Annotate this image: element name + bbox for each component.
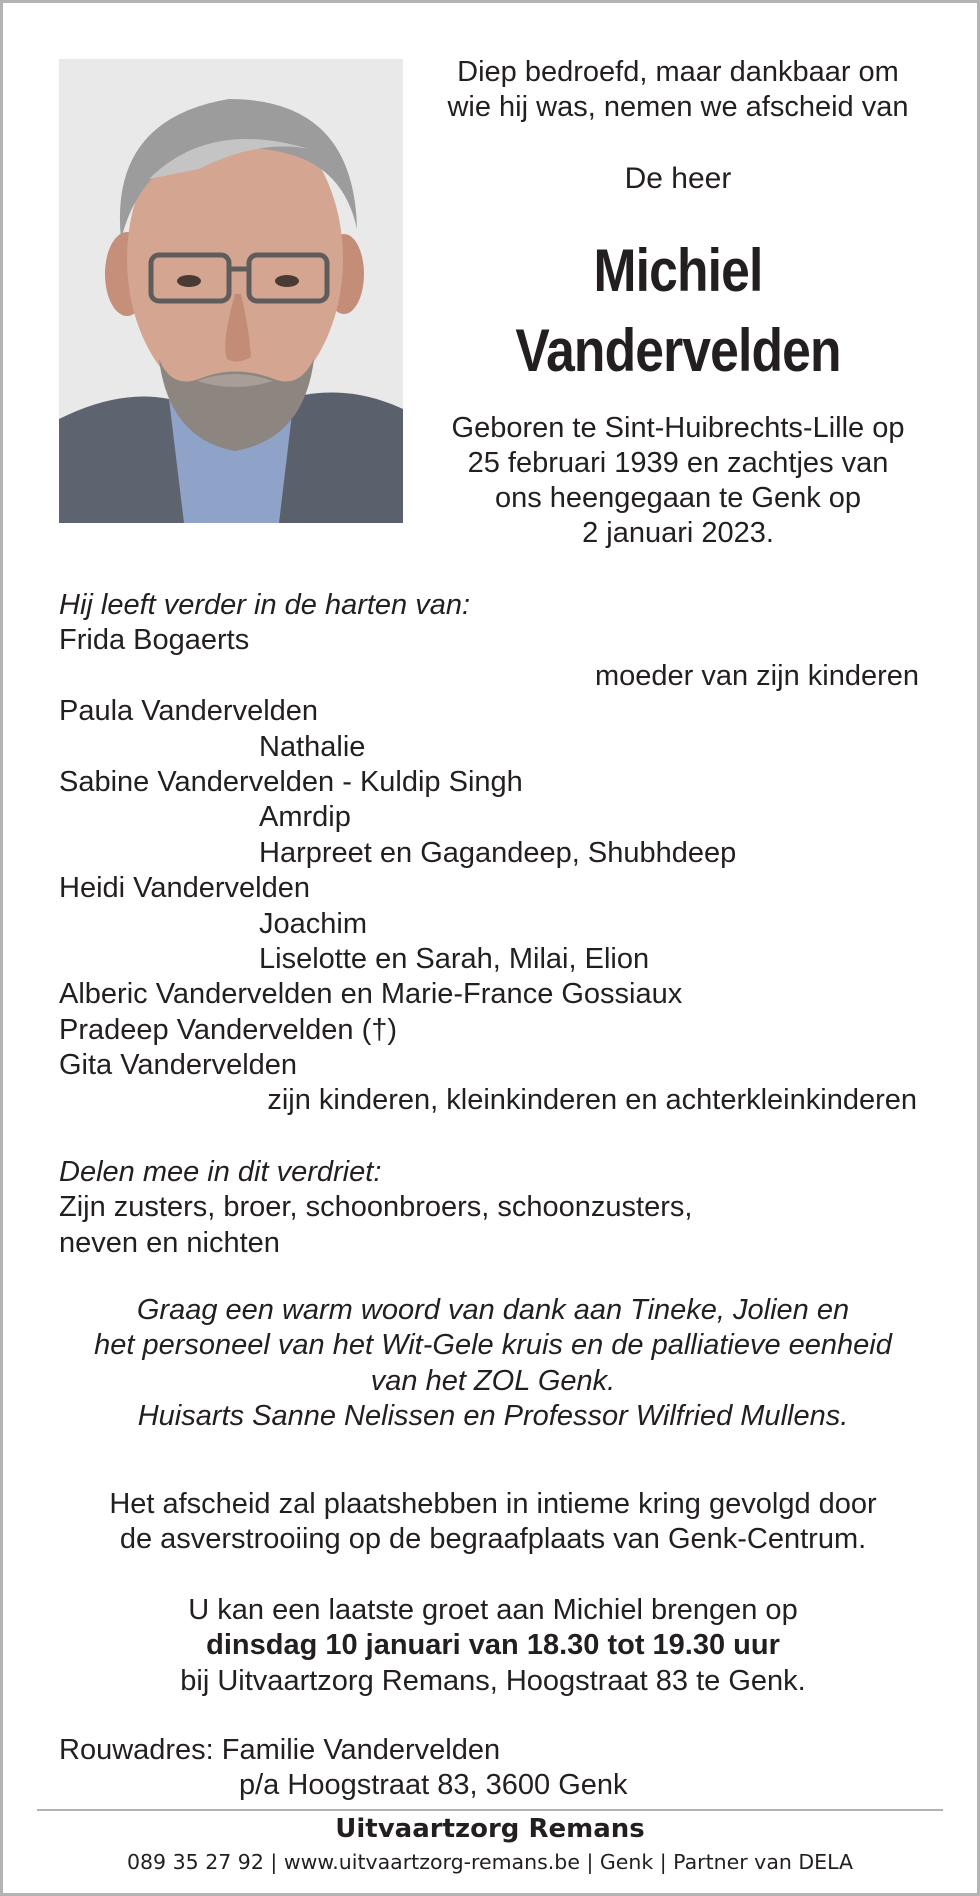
family-member: Pradeep Vandervelden (†) xyxy=(59,1013,398,1046)
intro-line: wie hij was, nemen we afscheid van xyxy=(447,91,909,123)
birth-line: 2 januari 2023. xyxy=(582,517,774,549)
family-member: Paula Vandervelden xyxy=(59,695,319,728)
family-member: Harpreet en Gagandeep, Shubhdeep xyxy=(259,836,737,869)
visit-line: bij Uitvaartzorg Remans, Hoogstraat 83 te Genk. xyxy=(180,1664,806,1697)
family-member: Liselotte en Sarah, Milai, Elion xyxy=(259,942,650,975)
intro-text xyxy=(413,55,943,125)
visit-line: U kan een laatste groet aan Michiel brengen op xyxy=(188,1594,798,1626)
birth-line: 25 februari 1939 en zachtjes van xyxy=(467,447,889,479)
visit-date: dinsdag 10 januari van 18.30 tot 19.30 uur xyxy=(206,1629,780,1662)
portrait-illustration xyxy=(59,59,403,523)
family-member: Amrdip xyxy=(259,801,351,834)
family-member: Nathalie xyxy=(259,730,366,763)
address-section xyxy=(59,1733,929,1804)
shared-grief-line: Zijn zusters, broer, schoonbroers, schoonzusters, xyxy=(59,1191,693,1224)
partner-role: moeder van zijn kinderen xyxy=(594,659,919,692)
farewell-section xyxy=(43,1487,943,1558)
family-member: Joachim xyxy=(259,907,367,940)
shared-grief-line: neven en nichten xyxy=(59,1226,280,1259)
thanks-line: Graag een warm woord van dank aan Tineke, Jolien en xyxy=(136,1294,850,1326)
funeral-company-info: 089 35 27 92 | www.uitvaartzorg-remans.be | Genk | Partner van DELA xyxy=(126,1850,854,1874)
deceased-name xyxy=(450,231,906,391)
address-line: p/a Hoogstraat 83, 3600 Genk xyxy=(239,1769,628,1802)
first-name: Michiel xyxy=(593,237,763,304)
birth-death-text xyxy=(413,411,943,551)
shared-grief-heading: Delen mee in dit verdriet: xyxy=(59,1156,382,1188)
family-member: Heidi Vandervelden xyxy=(59,872,310,905)
portrait-photo-icon xyxy=(59,59,403,523)
birth-line: Geboren te Sint-Huibrechts-Lille op xyxy=(451,412,905,444)
birth-line: ons heengegaan te Genk op xyxy=(494,482,862,514)
funeral-company-name: Uitvaartzorg Remans xyxy=(335,1814,645,1844)
last-name: Vandervelden xyxy=(515,317,841,384)
thanks-line: Huisarts Sanne Nelissen en Professor Wilfried Mullens. xyxy=(137,1400,849,1433)
family-member: Sabine Vandervelden - Kuldip Singh xyxy=(59,765,523,798)
visit-section xyxy=(43,1593,943,1699)
family-heading: Hij leeft verder in de harten van: xyxy=(59,589,471,621)
family-section xyxy=(59,588,929,1119)
partner-name: Frida Bogaerts xyxy=(59,624,250,657)
farewell-line: de asverstrooiing op de begraafplaats van Genk-Centrum. xyxy=(119,1523,867,1556)
thanks-section xyxy=(43,1293,943,1435)
members-role: zijn kinderen, kleinkinderen en achterkleinkinderen xyxy=(267,1084,917,1117)
thanks-line: van het ZOL Genk. xyxy=(370,1364,616,1397)
farewell-line: Het afscheid zal plaatshebben in intieme kring gevolgd door xyxy=(109,1488,877,1520)
family-member: Gita Vandervelden xyxy=(59,1049,298,1082)
address-line: Rouwadres: Familie Vandervelden xyxy=(59,1734,501,1766)
shared-grief-section xyxy=(59,1155,929,1261)
intro-line: Diep bedroefd, maar dankbaar om xyxy=(457,56,899,88)
honorific: De heer xyxy=(624,162,732,195)
thanks-line: het personeel van het Wit-Gele kruis en de palliatieve eenheid xyxy=(94,1329,892,1362)
family-member: Alberic Vandervelden en Marie-France Gossiaux xyxy=(59,978,683,1011)
